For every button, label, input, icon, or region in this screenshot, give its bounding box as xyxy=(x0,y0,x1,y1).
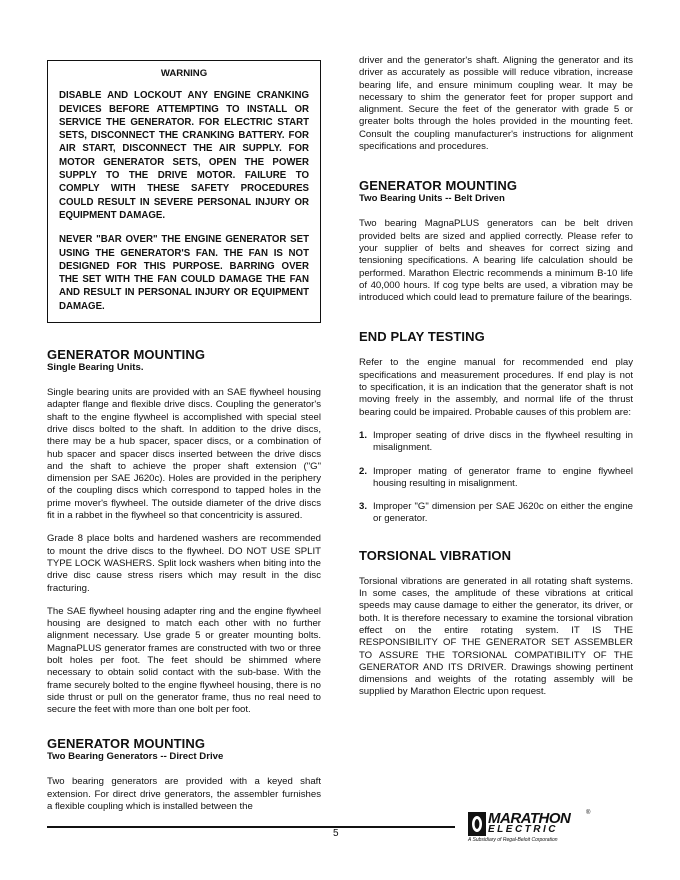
direct-drive-paragraph-continued: driver and the generator's shaft. Aligning the generator and its driver as accurately as possible will reduce vibration, increase bearing life, and ensure minimum coupling wear. It may be necessary to shim the generator feet for proper support and alignment. Secure the feet of the generator with grade 5 or greater bolts through the holes provided in the mounting feet. Consult the coupling manufacturer's instructions for alignment specifications and procedures. xyxy=(359,55,633,153)
footer-rule xyxy=(47,826,455,828)
warning-paragraph-1: DISABLE AND LOCKOUT ANY ENGINE CRANKING DEVICES BEFORE ATTEMPTING TO INSTALL OR SERVICE THE GENERATOR. FOR ELECTRIC START SETS, DISCONNECT THE CRANKING BATTERY. FOR AIR START, DISCONNECT THE AIR SUPPLY. FOR MOTOR GENERATOR SETS, OPEN THE POWER SUPPLY TO THE DRIVE MOTOR. FAILURE TO COMPLY WITH THESE SAFETY PROCEDURES COULD RESULT IN SEVERE PERSONAL INJURY OR EQUIPMENT DAMAGE. xyxy=(59,90,309,221)
marathon-emblem-icon xyxy=(468,812,486,836)
end-play-causes-list xyxy=(359,430,633,526)
logo-subword: ELECTRIC xyxy=(488,824,558,835)
warning-box xyxy=(47,60,321,323)
page-number: 5 xyxy=(333,828,339,839)
section-heading-end-play: END PLAY TESTING xyxy=(359,329,485,345)
marathon-electric-logo xyxy=(466,810,590,846)
list-item xyxy=(359,466,633,491)
warning-paragraph-2: NEVER "BAR OVER" THE ENGINE GENERATOR SET USING THE GENERATOR'S FAN. THE FAN IS NOT DESIGNED FOR THIS PURPOSE. BARRING OVER THE SET WITH THE FAN COULD DAMAGE THE FAN AND RESULT IN PERSONAL INJURY OR EQUIPMENT DAMAGE. xyxy=(59,234,309,312)
section-subheading-belt-driven: Two Bearing Units -- Belt Driven xyxy=(359,193,505,205)
torsional-paragraph-1: Torsional vibrations are generated in all rotating shaft systems. In some cases, the amplitude of these vibrations at critical speeds may cause damage to either the generator, its driver, or both. It is therefore necessary to examine the torsional vibration effect on the entire rotating system. IT IS THE RESPONSIBILITY OF THE GENERATOR SET ASSEMBLER TO ASSURE THE TORSIONAL COMPATIBILITY OF THE GENERATOR AND ITS DRIVER. Drawings showing pertinent dimensions and weights of the rotating assembly will be supplied by Marathon Electric upon request. xyxy=(359,575,633,698)
list-item-number: 1. xyxy=(359,429,368,441)
list-item-text: Improper seating of drive discs in the flywheel resulting in misalignment. xyxy=(373,429,633,454)
list-item-number: 3. xyxy=(359,501,368,513)
list-item-text: Improper mating of generator frame to engine flywheel housing resulting in misalignment. xyxy=(373,465,633,489)
list-item xyxy=(359,430,633,455)
list-item-number: 2. xyxy=(359,465,368,477)
right-column xyxy=(359,55,633,699)
list-item xyxy=(359,501,633,526)
section-subheading-single-bearing: Single Bearing Units. xyxy=(47,362,144,374)
section-heading-torsional: TORSIONAL VIBRATION xyxy=(359,547,512,563)
single-bearing-paragraph-1: Single bearing units are provided with an SAE flywheel housing adapter flange and flexible drive discs. Coupling the generator's shaft to the engine flywheel is accomplished with special steel drive discs bolted to the shaft. In addition to the drive discs, there may be a hub spacer, spacer discs, or a combination of hub spacer and spacer discs inserted between the drive discs and the shaft to achieve the proper shaft extension ("G" dimension per SAE J620c). Holes are provided in the periphery of the coupling discs which correspond to tapped holes in the prime mover's flywheel. The outside diameter of the drive discs fit in a rabbet in the flywheel so that concentricity is assured. xyxy=(47,387,321,522)
logo-tagline: A Subsidiary of Regal-Beloit Corporation xyxy=(468,837,558,843)
section-heading-belt-driven: GENERATOR MOUNTING xyxy=(359,178,518,194)
section-heading-direct-drive: GENERATOR MOUNTING xyxy=(47,736,206,752)
list-item-text: Improper "G" dimension per SAE J620c on either the engine or generator. xyxy=(373,501,633,525)
section-subheading-direct-drive: Two Bearing Generators -- Direct Drive xyxy=(47,751,224,763)
left-column xyxy=(47,56,321,813)
warning-title: WARNING xyxy=(160,68,208,79)
belt-driven-paragraph-1: Two bearing MagnaPLUS generators can be belt driven provided belts are sized and applied correctly. Please refer to your supplier of belts and sheaves for correct sizing and tensioning specifications. A bearing life calculation should be performed. Marathon Electric recommends a minimum B-10 life of 40,000 hours. If cog type belts are used, a vibration may be introduced which could lead to premature failure of the bearings. xyxy=(359,218,633,304)
single-bearing-paragraph-2: Grade 8 place bolts and hardened washers are recommended to mount the drive discs to the flywheel. DO NOT USE SPLIT TYPE LOCK WASHERS. Split lock washers when biting into the drive disc cause stress risers which may result in the disc fracturing. xyxy=(47,533,321,594)
section-heading-single-bearing: GENERATOR MOUNTING xyxy=(47,347,206,363)
logo-wordmark: MARATHON xyxy=(488,810,571,827)
direct-drive-paragraph-1: Two bearing generators are provided with a keyed shaft extension. For direct drive generators, the assembler furnishes a flexible coupling which is installed between the xyxy=(47,776,321,813)
single-bearing-paragraph-3: The SAE flywheel housing adapter ring and the engine flywheel housing are designed to match each other with no further alignment necessary. Use grade 5 or greater mounting bolts. MagnaPLUS generator frames are constructed with two or three bolt holes per foot. The feet should be shimmed where necessary to obtain solid contact with the sub-base. With the frame securely bolted to the engine flywheel housing, there is no side thrust or pull on the generator frame, thus no real need to secure the feet with more than one bolt per foot. xyxy=(47,605,321,716)
end-play-paragraph-1: Refer to the engine manual for recommended end play specifications and measurement procedures. If end play is not to specification, it is an indication that the generator shaft is not moving freely in the assembly, and normal life of the thrust bearing could be impaired. Probable causes of this problem are: xyxy=(359,357,633,418)
logo-registered-mark: ® xyxy=(586,810,591,816)
